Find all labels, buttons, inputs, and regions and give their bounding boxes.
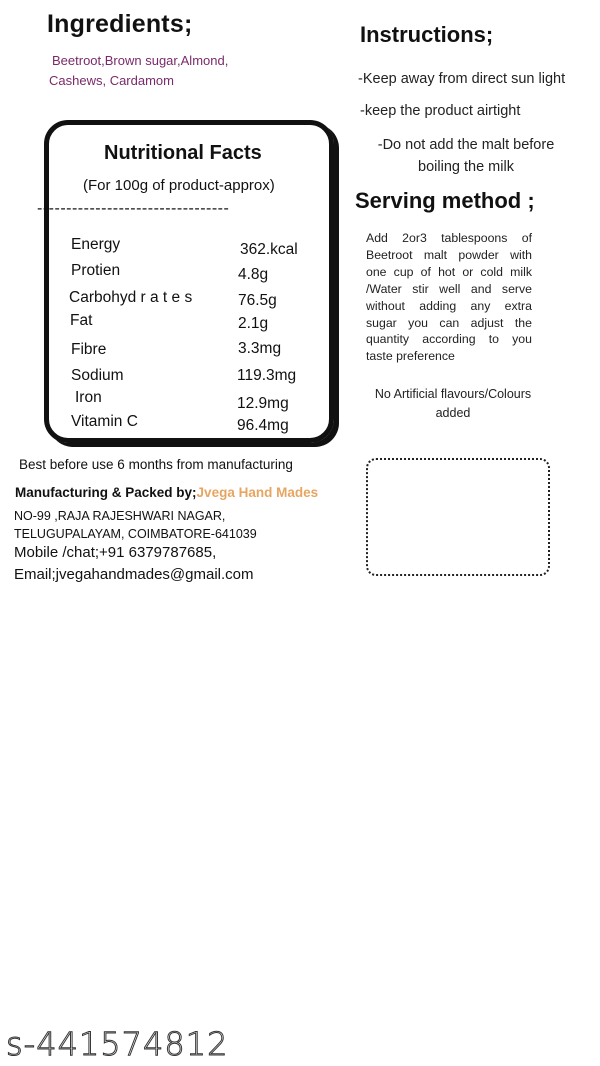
nutrient-label: Vitamin C	[71, 413, 138, 430]
nutrient-label: Carbohyd r a t e s	[69, 289, 193, 306]
best-before-text: Best before use 6 months from manufacturing	[19, 457, 293, 472]
nutrient-value: 2.1g	[238, 315, 269, 332]
blank-label-box	[366, 458, 550, 576]
nutrient-value: 119.3mg	[237, 367, 297, 384]
serving-method-text: Add 2or3 tablespoons of Beetroot malt powder with one cup of hot or cold milk /Water stir well and serve without adding any extra sugar you can adjust the quantity according to you taste preference	[366, 231, 532, 364]
manufacturer-label: Manufacturing & Packed by;	[15, 485, 197, 500]
contact-info	[14, 542, 254, 586]
instruction-item: -keep the product airtight	[360, 103, 521, 119]
nutrition-title: Nutritional Facts	[104, 142, 262, 164]
nutrient-label: Energy	[71, 236, 121, 253]
no-artificial-note: No Artificial flavours/Colours added	[374, 387, 532, 420]
address-line-1: NO-99 ,RAJA RAJESHWARI NAGAR,	[14, 509, 226, 523]
address-line-2: TELUGUPALAYAM, COIMBATORE-641039	[14, 527, 257, 541]
nutrient-label: Fat	[70, 312, 93, 329]
brand-name: Jvega Hand Mades	[196, 485, 319, 500]
email-address: Email;jvegahandmades@gmail.com	[14, 566, 254, 583]
nutrient-value: 96.4mg	[237, 417, 289, 434]
nutrient-value: 12.9mg	[237, 395, 289, 412]
nutrient-value: 4.8g	[238, 266, 269, 283]
ingredients-line-2: Cashews, Cardamom	[49, 73, 174, 88]
nutrient-value: 3.3mg	[238, 340, 282, 357]
instruction-item: -Do not add the malt before boiling the milk	[377, 137, 555, 175]
nutrient-label: Protien	[71, 262, 121, 279]
manufacturer-line	[15, 485, 318, 500]
instruction-item: -Keep away from direct sun light	[358, 71, 566, 87]
ingredients-line-1: Beetroot,Brown sugar,Almond,	[52, 53, 229, 68]
mobile-number: Mobile /chat;+91 6379787685,	[14, 544, 217, 561]
sku-watermark: s-441574812	[6, 1025, 229, 1063]
nutrient-label: Sodium	[71, 367, 124, 384]
ingredients-title: Ingredients;	[47, 10, 193, 38]
nutrient-label: Iron	[75, 389, 102, 406]
instructions-title: Instructions;	[360, 22, 494, 47]
nutrient-value: 362.kcal	[240, 241, 298, 258]
serving-method-title: Serving method ;	[355, 188, 535, 213]
nutrition-divider: ---------------------------------	[37, 200, 230, 217]
ingredients-list	[49, 51, 279, 91]
nutrient-label: Fibre	[71, 341, 107, 358]
nutrient-value: 76.5g	[238, 292, 277, 309]
nutrition-subtitle: (For 100g of product-approx)	[83, 177, 275, 194]
address	[14, 507, 257, 543]
